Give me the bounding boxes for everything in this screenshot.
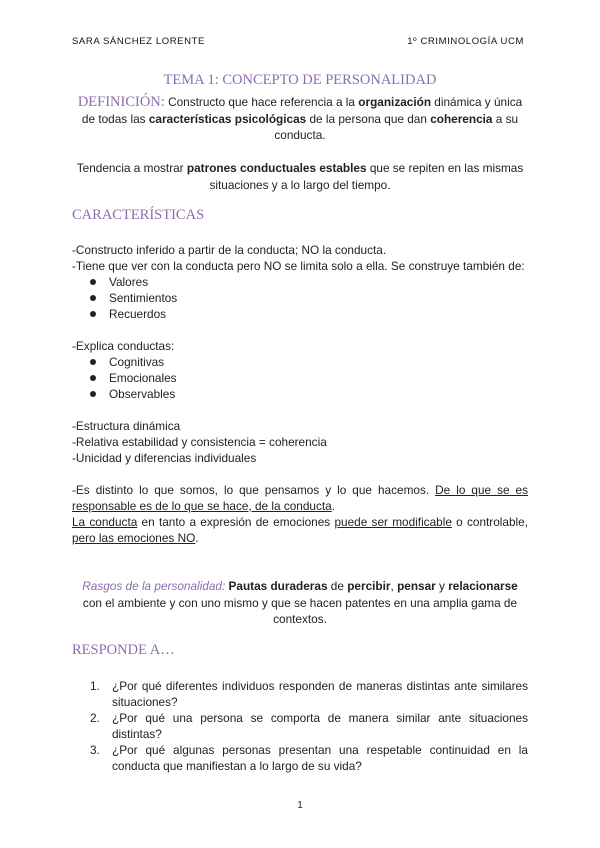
definition-bold: características psicológicas	[148, 111, 307, 126]
header-author: SARA SÁNCHEZ LORENTE	[72, 36, 205, 47]
text-line: -Tiene que ver con la conducta pero NO se limita solo a ella. Se construye también de:	[72, 259, 525, 273]
bullet-icon	[90, 391, 96, 397]
tendencia-paragraph	[72, 160, 528, 193]
list-item: 2. ¿Por qué una persona se comporta de manera similar ante situaciones distintas?	[90, 711, 528, 741]
text-line: -Constructo inferido a partir de la conducta; NO la conducta.	[72, 243, 387, 257]
responsabilidad-paragraph: -Es distinto lo que somos, lo que pensamos y lo que hacemos. De lo que se es responsable es de lo que se hace, de la conducta.	[72, 483, 528, 513]
text-line: -Relativa estabilidad y consistencia = coherencia	[72, 435, 327, 449]
text-line: -Estructura dinámica	[72, 419, 181, 433]
header-course: 1º CRIMINOLOGÍA UCM	[407, 36, 524, 47]
definition-paragraph	[72, 94, 528, 144]
tendencia-text: Tendencia a mostrar	[76, 161, 187, 175]
questions-list	[72, 678, 528, 774]
definition-text: Constructo que hace referencia a la	[164, 95, 359, 109]
bullet-icon	[90, 295, 96, 301]
definition-text: de la persona que dan	[306, 111, 431, 126]
page-title: TEMA 1: CONCEPTO DE PERSONALIDAD	[163, 72, 437, 88]
list-item: Cognitivas	[72, 354, 528, 370]
rasgos-label: Rasgos de la personalidad:	[82, 579, 226, 593]
definition-text: a su conducta.	[274, 111, 519, 142]
responde-heading: RESPONDE A…	[72, 642, 175, 658]
conducta-paragraph: La conducta en tanto a expresión de emociones puede ser modificable o controlable, pero las emociones NO.	[72, 515, 528, 545]
list-item: Observables	[72, 386, 528, 402]
text-line: -Explica conductas:	[72, 339, 175, 353]
definition-label: DEFINICIÓN:	[77, 94, 165, 110]
caracteristicas-heading: CARACTERÍSTICAS	[72, 207, 205, 223]
questions-block	[72, 678, 528, 774]
list-item: 3. ¿Por qué algunas personas presentan una respetable continuidad en la conducta que manifiestan a lo largo de su vida?	[90, 743, 528, 773]
definition-text: dinámica y única de todas las	[81, 95, 523, 126]
bullet-icon	[90, 359, 96, 365]
definition-bold: coherencia	[430, 111, 493, 126]
list-item: Sentimientos	[72, 290, 528, 306]
caracteristicas-body	[72, 242, 528, 546]
page-number: 1	[297, 800, 303, 811]
text-line: -Unicidad y diferencias individuales	[72, 451, 257, 465]
bullet-list-conductas	[72, 354, 528, 402]
bullet-icon	[90, 375, 96, 381]
definition-bold: organización	[358, 95, 432, 109]
bullet-list-components	[72, 274, 528, 322]
list-item: 1. ¿Por qué diferentes individuos responden de maneras distintas ante similares situaciones?	[90, 679, 528, 709]
list-item: Valores	[72, 274, 528, 290]
list-item: Recuerdos	[72, 306, 528, 322]
tendencia-text: que se repiten en las mismas situaciones y a lo largo del tiempo.	[209, 161, 524, 192]
bullet-icon	[90, 311, 96, 317]
tendencia-bold: patrones conductuales estables	[186, 161, 367, 175]
rasgos-paragraph: Rasgos de la personalidad: Pautas duraderas de percibir, pensar y relacionarse con el ambiente y con uno mismo y que se hacen patentes en una amplia gama de contextos.	[82, 579, 518, 626]
list-item: Emocionales	[72, 370, 528, 386]
bullet-icon	[90, 279, 96, 285]
